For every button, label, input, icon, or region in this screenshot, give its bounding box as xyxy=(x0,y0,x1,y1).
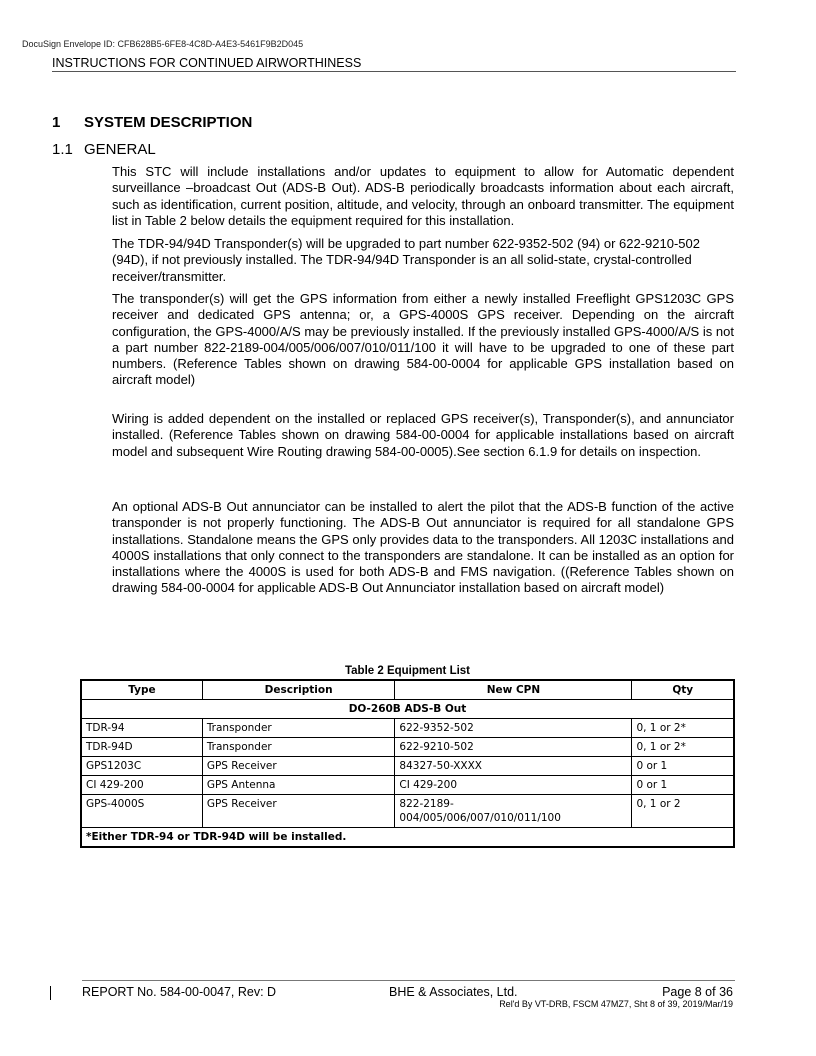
cell-new-cpn: CI 429-200 xyxy=(395,776,632,795)
header-description: Description xyxy=(202,680,395,700)
subsection-number: 1.1 xyxy=(52,141,73,158)
subsection-title: GENERAL xyxy=(84,141,156,158)
cell-description: Transponder xyxy=(202,738,395,757)
cell-description: Transponder xyxy=(202,719,395,738)
section-number: 1 xyxy=(52,114,61,131)
footer-release-stamp: Rel'd By VT-DRB, FSCM 47MZ7, Sht 8 of 39, 2019/Mar/19 xyxy=(499,999,733,1009)
paragraph-wiring: Wiring is added dependent on the installed or replaced GPS receiver(s), Transponder(s), and annunciator installed. (Reference Tables shown on drawing 584-00-0004 for applicable installations based on aircraft model and subsequent Wire Routing drawing 584-00-0005).See section 6.1.9 for details on inspection. xyxy=(112,411,734,459)
cell-qty: 0 or 1 xyxy=(632,757,734,776)
equipment-table xyxy=(80,679,735,848)
docusign-envelope-id: DocuSign Envelope ID: CFB628B5-6FE8-4C8D-A4E3-5461F9B2D045 xyxy=(22,39,304,49)
cell-qty: 0, 1 or 2* xyxy=(632,719,734,738)
cell-qty: 0, 1 or 2* xyxy=(632,738,734,757)
cell-description: GPS Receiver xyxy=(202,757,395,776)
cell-new-cpn: 84327-50-XXXX xyxy=(395,757,632,776)
table-note: *Either TDR-94 or TDR-94D will be installed. xyxy=(81,828,734,848)
cell-type: GPS1203C xyxy=(81,757,202,776)
group-label: DO-260B ADS-B Out xyxy=(81,700,734,719)
cell-type: CI 429-200 xyxy=(81,776,202,795)
cell-type: GPS-4000S xyxy=(81,795,202,828)
table-caption: Table 2 Equipment List xyxy=(344,665,471,677)
running-header: INSTRUCTIONS FOR CONTINUED AIRWORTHINESS xyxy=(52,56,736,72)
table-row xyxy=(81,738,734,757)
header-new-cpn: New CPN xyxy=(395,680,632,700)
header-type: Type xyxy=(81,680,202,700)
table-group-row xyxy=(81,700,734,719)
footer-page-number: Page 8 of 36 xyxy=(662,985,733,999)
table-row xyxy=(81,776,734,795)
cell-type: TDR-94D xyxy=(81,738,202,757)
paragraph-annunciator: An optional ADS-B Out annunciator can be installed to alert the pilot that the ADS-B function of the active transponder is not properly functioning. The ADS-B Out annunciator is required for all standalone GPS installations. Standalone means the GPS only provides data to the transponders. All 1203C installations and 4000S installations that only connect to the transponders are standalone. It can be installed as an option for installations where the 4000S is used for both ADS-B and FMS navigation. ((Reference Tables shown on drawing 584-00-0004 for applicable ADS-B Out Annunciator installation based on aircraft model) xyxy=(112,499,734,596)
table-row xyxy=(81,719,734,738)
subsection-heading xyxy=(52,141,156,158)
cpn-line-1: 822-2189- xyxy=(399,798,454,810)
footer-divider xyxy=(82,980,735,981)
table-row xyxy=(81,757,734,776)
footer-report-number: REPORT No. 584-00-0047, Rev: D xyxy=(82,985,277,999)
cell-qty: 0, 1 or 2 xyxy=(632,795,734,828)
cpn-line-2: 004/005/006/007/010/011/100 xyxy=(399,812,561,824)
cell-qty: 0 or 1 xyxy=(632,776,734,795)
cell-new-cpn: 622-9210-502 xyxy=(395,738,632,757)
section-heading xyxy=(52,114,252,131)
paragraph-gps-source: The transponder(s) will get the GPS information from either a newly installed Freeflight GPS1203C GPS receiver and dedicated GPS antenna; or, a GPS-4000S GPS receiver. Depending on the aircraft configuration, the GPS-4000/A/S may be previously installed. If the previously installed GPS-4000/A/S is not a part number 822-2189-004/005/006/007/010/011/100 it will have to be upgraded to one of these part numbers. (Reference Tables shown on drawing 584-00-0004 for applicable GPS installation based on aircraft model) xyxy=(112,291,734,388)
change-bar xyxy=(50,986,51,1000)
paragraph-transponder-upgrade: The TDR-94/94D Transponder(s) will be upgraded to part number 622-9352-502 (94) or 622-9210-502 (94D), if not previously installed. The TDR-94/94D Transponder is an all solid-state, crystal-controlled receiver/transmitter. xyxy=(112,236,700,284)
cell-new-cpn xyxy=(395,795,632,828)
cell-type: TDR-94 xyxy=(81,719,202,738)
cell-description: GPS Antenna xyxy=(202,776,395,795)
cell-new-cpn: 622-9352-502 xyxy=(395,719,632,738)
footer-company: BHE & Associates, Ltd. xyxy=(389,985,518,999)
header-qty: Qty xyxy=(632,680,734,700)
table-row xyxy=(81,795,734,828)
table-header-row xyxy=(81,680,734,700)
table-note-row xyxy=(81,828,734,848)
cell-description: GPS Receiver xyxy=(202,795,395,828)
paragraph-stc-overview: This STC will include installations and/or updates to equipment to allow for Automatic dependent surveillance –broadcast Out (ADS-B Out). ADS-B periodically broadcasts information about each aircraft, such as identification, current position, altitude, and velocity, through an onboard transmitter. The equipment list in Table 2 below details the equipment required for this installation. xyxy=(112,164,734,228)
section-title: SYSTEM DESCRIPTION xyxy=(84,114,253,131)
